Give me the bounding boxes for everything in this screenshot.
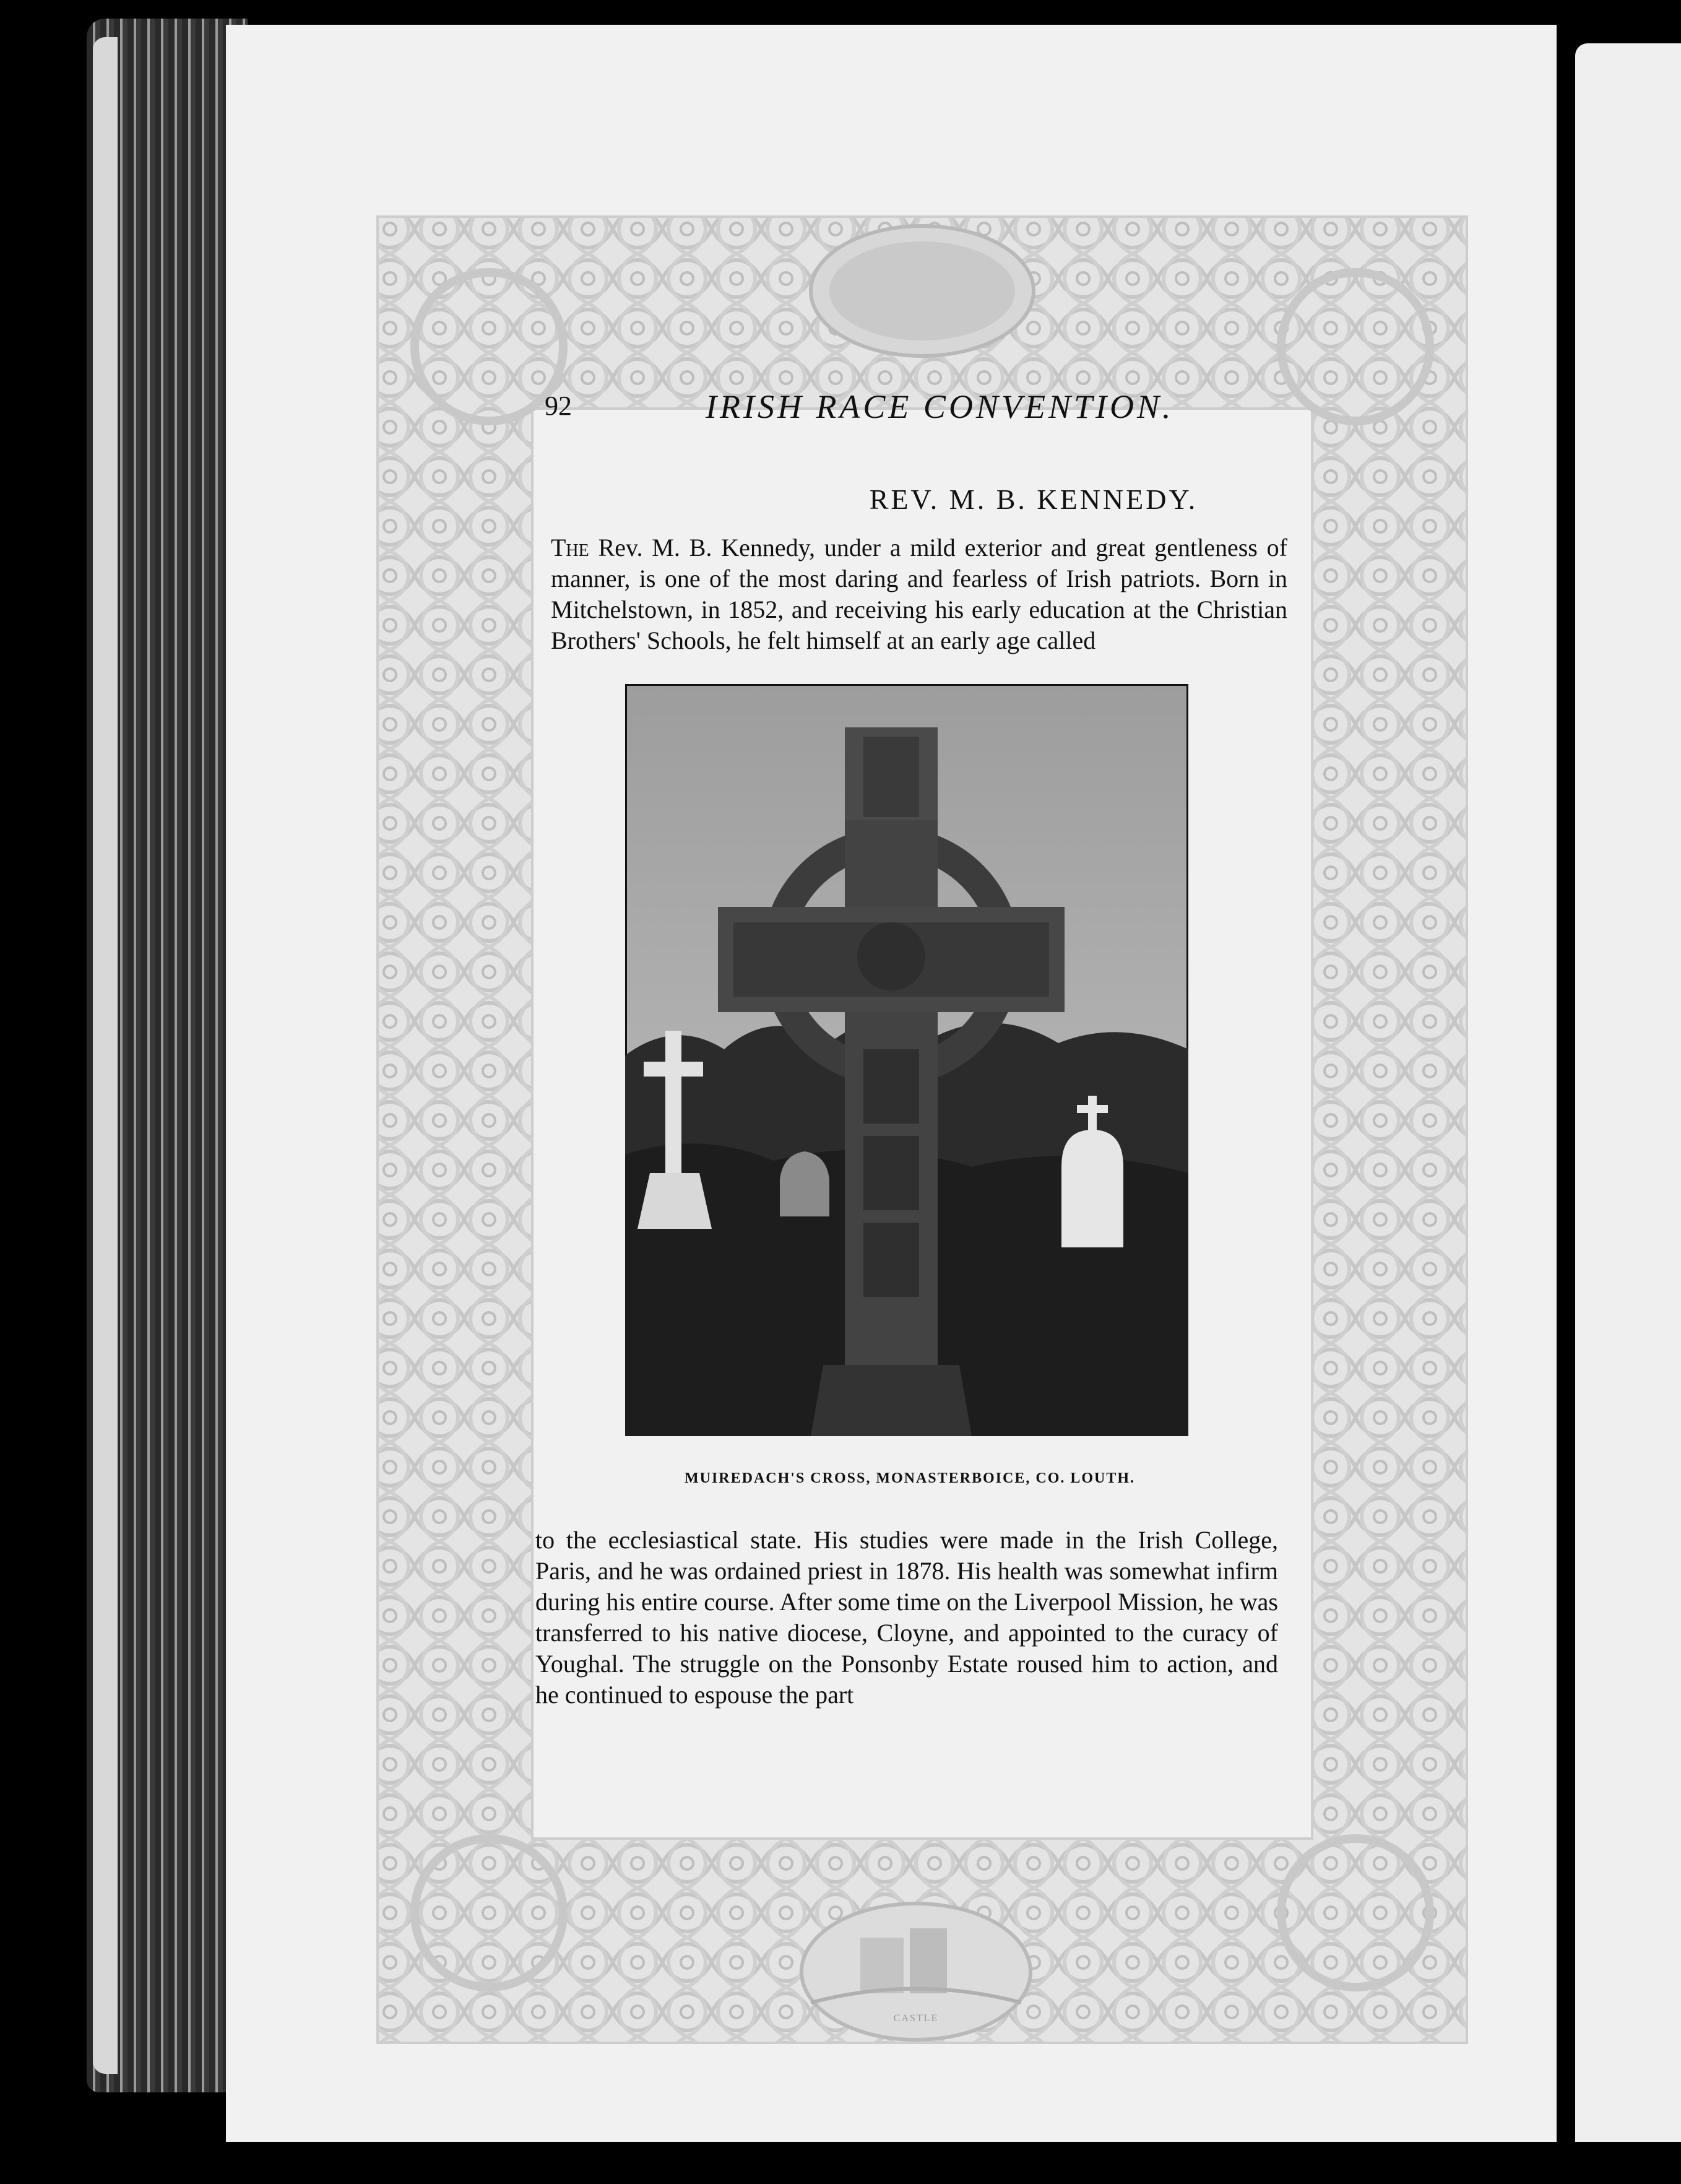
body-text-top [551,532,1287,656]
body-text-bottom [535,1525,1278,1710]
article-title: REV. M. B. KENNEDY. [869,483,1198,515]
drop-lead-word: The [551,534,589,561]
cross-photograph [625,684,1188,1436]
adjacent-page [1575,43,1681,2142]
vignette-label: CASTLE [893,2013,939,2024]
figure-caption: MUIREDACH'S CROSS, MONASTERBOICE, CO. LOUTH. [684,1470,1136,1486]
running-head [545,390,1485,427]
paragraph-text: Rev. M. B. Kennedy, under a mild exterior and great gentleness of manner, is one of the most daring and fearless of Irish patriots. Born in Mitchelstown, in 1852, and receiving his early education at the Christian Brothers' Schools, he felt himself at an early age called [551,534,1287,654]
paragraph [551,532,1287,656]
paragraph: to the ecclesiastical state. His studies were made in the Irish College, Paris, and he was ordained priest in 1878. His health was somewhat infirm during his entire course. After some time on the Liverpool Mission, he was transferred to his native diocese, Cloyne, and appointed to the curacy of Youghal. The struggle on the Ponsonby Estate roused him to action, and he continued to espouse the part [535,1526,1278,1709]
running-title: IRISH RACE CONVENTION. [706,388,1174,425]
book-spine-edge [93,37,118,2074]
page-number: 92 [545,391,572,421]
